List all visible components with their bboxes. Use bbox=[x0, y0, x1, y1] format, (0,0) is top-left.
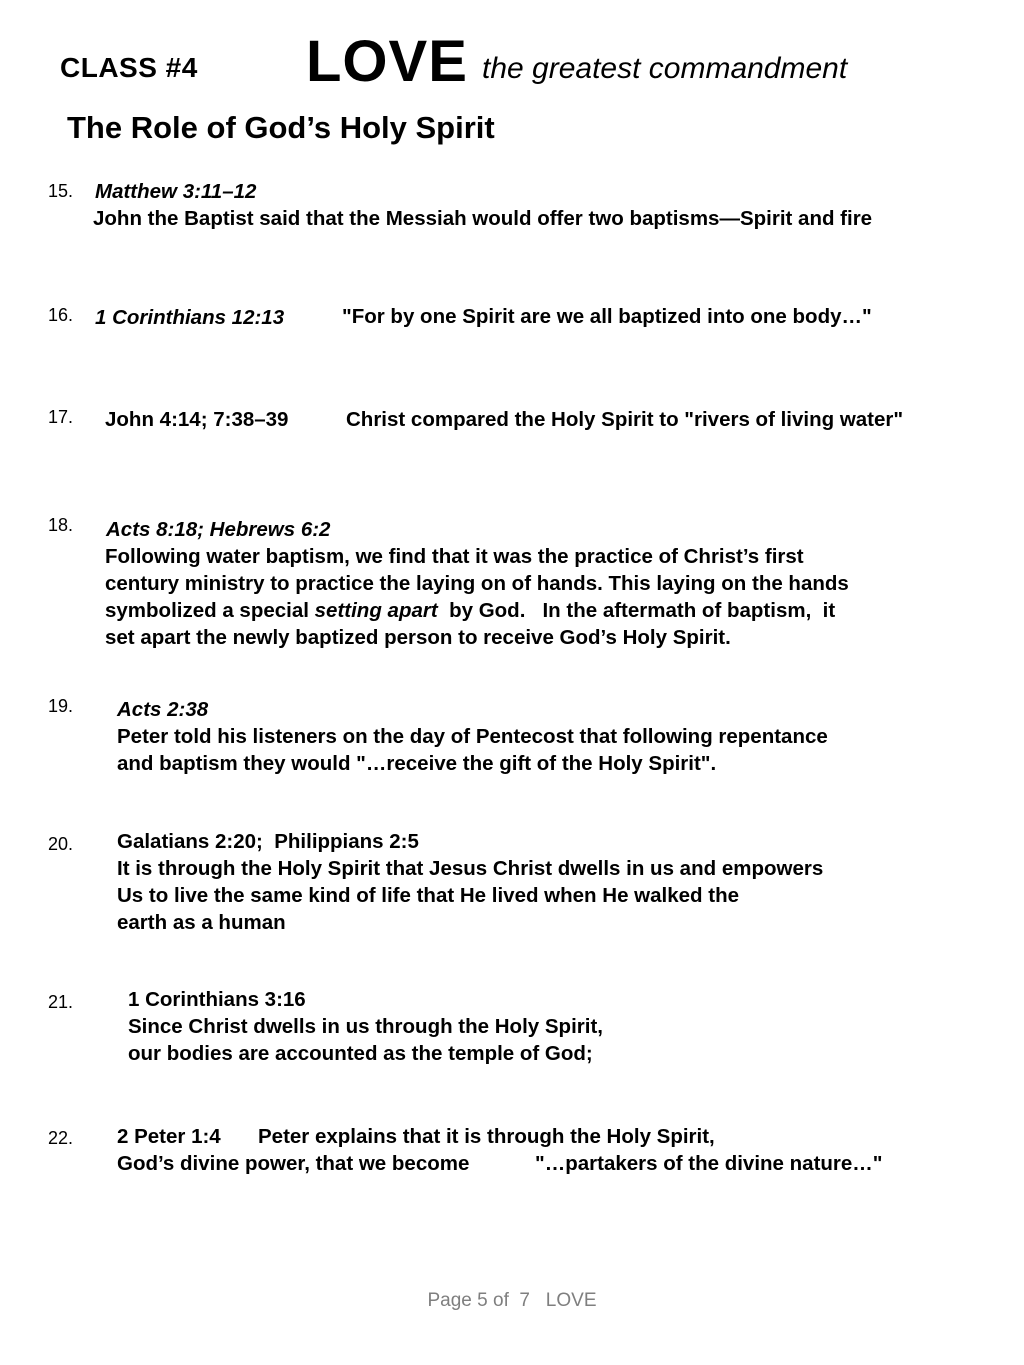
item-text-line: century ministry to practice the laying on of hands. This laying on the hands bbox=[105, 572, 849, 595]
item-text-line: Peter explains that it is through the Holy Spirit, bbox=[258, 1125, 715, 1148]
item-text-line: John the Baptist said that the Messiah would offer two baptisms—Spirit and fire bbox=[93, 207, 873, 230]
item-number: 20. bbox=[48, 834, 74, 854]
item-text-line: God’s divine power, that we become bbox=[117, 1152, 470, 1175]
item-text-line: Since Christ dwells in us through the Holy Spirit, bbox=[128, 1015, 603, 1038]
item-text-line: Peter told his listeners on the day of Pentecost that following repentance bbox=[117, 725, 828, 748]
item-text-line: and baptism they would "…receive the gift of the Holy Spirit". bbox=[117, 752, 717, 775]
item-text-line: Us to live the same kind of life that He lived when He walked the bbox=[117, 884, 739, 907]
item-number: 15. bbox=[48, 181, 74, 201]
scripture-reference: John 4:14; 7:38–39 bbox=[105, 408, 289, 431]
page-tagline: the greatest commandment bbox=[482, 52, 848, 85]
item-text-line: our bodies are accounted as the temple of God; bbox=[128, 1042, 593, 1065]
item-number: 17. bbox=[48, 407, 74, 427]
item-text-line bbox=[105, 599, 835, 623]
scripture-reference: 1 Corinthians 3:16 bbox=[128, 988, 306, 1011]
page-title: LOVE bbox=[306, 29, 468, 94]
item-quote: Christ compared the Holy Spirit to "rivers of living water" bbox=[346, 408, 904, 431]
text-segment: by God. In the aftermath of baptism, it bbox=[437, 599, 836, 622]
item-number: 22. bbox=[48, 1128, 74, 1148]
text-segment: symbolized a special bbox=[105, 599, 315, 622]
scripture-reference: Acts 2:38 bbox=[117, 698, 209, 721]
page-footer: Page 5 of 7 LOVE bbox=[427, 1290, 597, 1311]
section-subtitle: The Role of God’s Holy Spirit bbox=[67, 110, 495, 145]
scripture-reference: Matthew 3:11–12 bbox=[95, 180, 257, 203]
item-number: 21. bbox=[48, 992, 74, 1012]
item-text-line: earth as a human bbox=[117, 911, 286, 934]
item-number: 18. bbox=[48, 515, 74, 535]
scripture-reference: 2 Peter 1:4 bbox=[117, 1125, 221, 1148]
item-text-line: Following water baptism, we find that it was the practice of Christ’s first bbox=[105, 545, 804, 568]
item-number: 16. bbox=[48, 305, 74, 325]
class-label: CLASS #4 bbox=[60, 52, 198, 83]
scripture-reference: Galatians 2:20; Philippians 2:5 bbox=[117, 830, 419, 853]
item-quote: "…partakers of the divine nature…" bbox=[535, 1152, 883, 1175]
item-number: 19. bbox=[48, 696, 74, 716]
scripture-reference: 1 Corinthians 12:13 bbox=[95, 306, 285, 329]
item-text-line: It is through the Holy Spirit that Jesus Christ dwells in us and empowers bbox=[117, 857, 824, 880]
item-quote: "For by one Spirit are we all baptized into one body…" bbox=[342, 305, 872, 328]
emphasis-text: setting apart bbox=[314, 599, 438, 622]
scripture-reference: Acts 8:18; Hebrews 6:2 bbox=[106, 518, 331, 541]
item-text-line: set apart the newly baptized person to receive God’s Holy Spirit. bbox=[105, 626, 731, 649]
